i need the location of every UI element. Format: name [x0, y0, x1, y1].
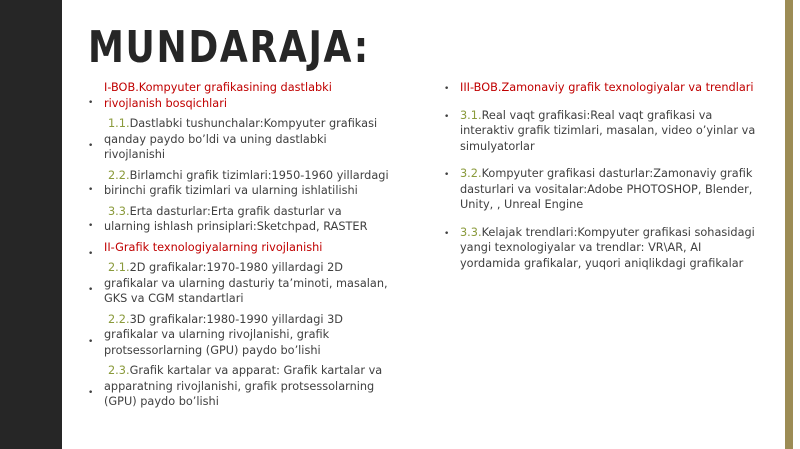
- list-item: [86, 363, 391, 410]
- item-number: 3.1.: [460, 108, 482, 122]
- section-heading: [442, 80, 762, 96]
- list-item: [86, 260, 391, 307]
- gold-stripe: [785, 0, 793, 449]
- item-number: 3.3.: [108, 204, 130, 218]
- item-number: 2.1.: [108, 261, 130, 274]
- right-column: [442, 80, 762, 283]
- section-heading-text: I-BOB.Kompyuter grafikasining dastlabki rivojlanish bosqichlari: [104, 81, 332, 110]
- left-decorative-band: [0, 0, 62, 449]
- bullet-icon: •: [88, 221, 94, 231]
- item-number: 3.3.: [460, 225, 482, 239]
- bullet-icon: •: [88, 285, 94, 296]
- item-number: 1.1.: [108, 117, 130, 130]
- item-text: Grafik kartalar va apparat: Grafik kartalar va apparatning rivojlanishi, grafik protsessolarning (GPU) paydo bo’lishi: [104, 364, 383, 408]
- list-item: [86, 168, 391, 199]
- bullet-icon: •: [88, 185, 94, 195]
- bullet-icon: •: [444, 84, 450, 94]
- list-item: [442, 166, 762, 213]
- section-heading: [86, 240, 391, 260]
- bullet-icon: •: [444, 170, 450, 180]
- scalloped-edge: [48, 0, 62, 449]
- item-text: Birlamchi grafik tizimlari:1950-1960 yillardagi birinchi grafik tizimlari va ularning ishlatilishi: [104, 168, 389, 197]
- bullet-icon: •: [88, 388, 94, 399]
- section-heading-text: II-Grafik texnologiyalarning rivojlanishi: [104, 240, 323, 254]
- item-number: 2.3.: [108, 364, 130, 377]
- bullet-icon: •: [88, 97, 94, 108]
- item-text: 2D grafikalar:1970-1980 yillardagi 2D grafikalar va ularning dasturiy ta’minoti, masalan, GKS va CGM standartlari: [104, 261, 388, 305]
- bullet-icon: •: [444, 228, 450, 239]
- section-heading: [86, 80, 391, 111]
- right-decorative-band: [780, 0, 800, 449]
- list-item: [86, 204, 391, 235]
- list-item: [86, 312, 391, 359]
- list-item: [442, 225, 762, 272]
- item-text: 3D grafikalar:1980-1990 yillardagi 3D grafikalar va ularning rivojlanishi, grafik protsessorlarning (GPU) paydo bo’lishi: [104, 312, 343, 357]
- item-text: Dastlabki tushunchalar:Kompyuter grafikasi qanday paydo bo’ldi va uning dastlabki rivojlanishi: [104, 117, 378, 161]
- bullet-icon: •: [88, 336, 94, 347]
- bullet-icon: •: [444, 111, 450, 122]
- list-item: [442, 108, 762, 155]
- page-title: MUNDARAJA:: [88, 22, 370, 73]
- item-number: 2.2.: [108, 312, 130, 326]
- item-text: Kelajak trendlari:Kompyuter grafikasi sohasidagi yangi texnologiyalar va trendlar: VR\AR, AI yordamida grafikalar, yuqori aniqlikdagi grafikalar: [460, 225, 755, 270]
- item-number: 3.2.: [460, 167, 482, 180]
- item-text: Real vaqt grafikasi:Real vaqt grafikasi va interaktiv grafik tizimlari, masalan, video o’yinlar va simulyatorlar: [460, 108, 756, 153]
- left-column: [86, 80, 391, 415]
- section-heading-text: III-BOB.Zamonaviy grafik texnologiyalar va trendlari: [460, 81, 754, 94]
- list-item: [86, 116, 391, 163]
- bullet-icon: •: [88, 249, 94, 260]
- item-text: Kompyuter grafikasi dasturlar:Zamonaviy grafik dasturlari va vositalar:Adobe PHOTOSHOP, Blender, Unity, , Unreal Engine: [460, 167, 753, 211]
- bullet-icon: •: [88, 141, 94, 152]
- item-text: Erta dasturlar:Erta grafik dasturlar va ularning ishlash prinsiplari:Sketchpad, RASTER: [104, 204, 368, 233]
- item-number: 2.2.: [108, 168, 130, 182]
